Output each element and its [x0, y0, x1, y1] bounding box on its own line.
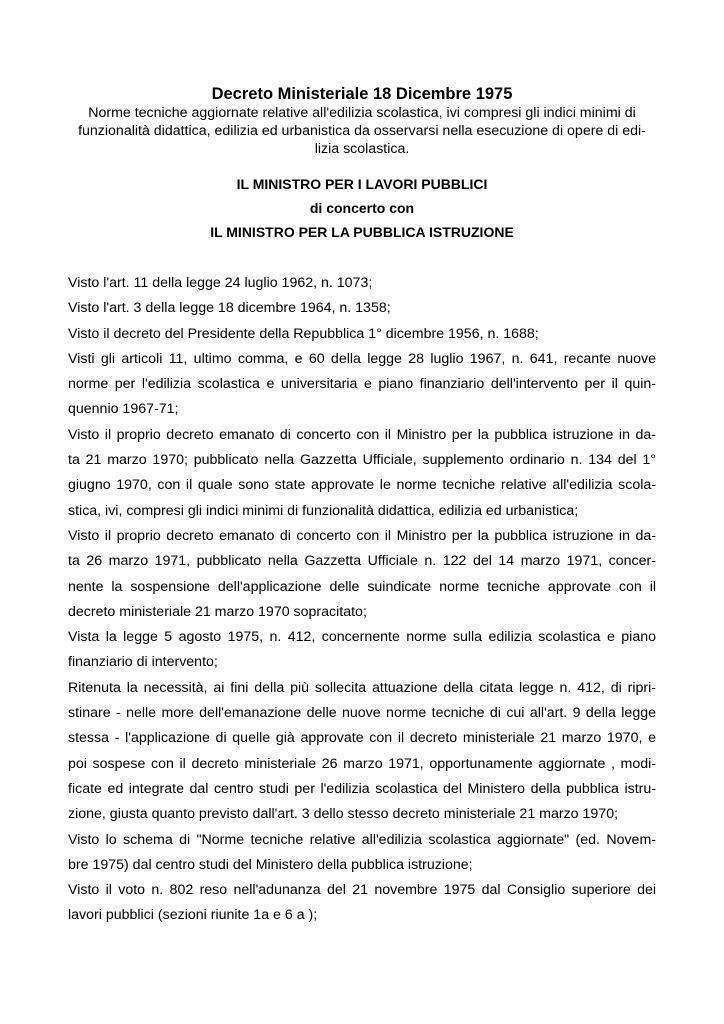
paragraph-line: stessa - l'applicazione di quelle già approvate con il decreto ministeriale 21 marzo 1970, e [68, 730, 656, 747]
heading-minister-education: IL MINISTRO PER LA PUBBLICA ISTRUZIONE [210, 224, 514, 240]
paragraph-line: Visti gli articoli 11, ultimo comma, e 60 della legge 28 luglio 1967, n. 641, recante nuove [68, 350, 656, 367]
heading-in-concert: di concerto con [309, 200, 415, 216]
paragraph-line: Visto lo schema di "Norme tecniche relative all'edilizia scolastica aggiornate" (ed. Novem- [68, 831, 656, 848]
subtitle-line: funzionalità didattica, edilizia ed urbanistica da osservarsi nella esecuzione di opere di edi- [78, 123, 646, 139]
document-title: Decreto Ministeriale 18 Dicembre 1975 [211, 85, 513, 103]
subtitle-line: Norme tecniche aggiornate relative all'edilizia scolastica, ivi compresi gli indici minimi di [88, 105, 636, 121]
paragraph [68, 878, 656, 929]
paragraph [68, 828, 656, 879]
paragraph [68, 347, 656, 423]
paragraph-line: finanziario di intervento; [68, 654, 218, 671]
paragraph-line: bre 1975) dal centro studi del Ministero della pubblica istruzione; [68, 856, 473, 873]
paragraph [68, 322, 656, 347]
paragraph [68, 524, 656, 625]
paragraph-line: lavori pubblici (sezioni riunite 1a e 6 a ); [68, 907, 318, 924]
document-subtitle [68, 104, 656, 158]
subtitle-line: lizia scolastica. [314, 141, 410, 157]
paragraph-line: Vista la legge 5 agosto 1975, n. 412, concernente norme sulla edilizia scolastica e piano [68, 629, 656, 646]
paragraph-line: Visto l'art. 3 della legge 18 dicembre 1964, n. 1358; [68, 300, 391, 317]
paragraph-line: zione, giusta quanto previsto dall'art. 3 dello stesso decreto ministeriale 21 marzo 1970; [68, 806, 619, 823]
paragraph-line: giugno 1970, con il quale sono state approvate le norme tecniche relative all'edilizia scola- [68, 477, 656, 494]
paragraph-line: Ritenuta la necessità, ai fini della più sollecita attuazione della citata legge n. 412, di ripri- [68, 679, 656, 696]
paragraph-line: stinare - nelle more dell'emanazione delle nuove norme tecniche di cui all'art. 9 della legge [68, 705, 656, 722]
paragraph-line: decreto ministeriale 21 marzo 1970 sopracitato; [68, 603, 367, 620]
paragraph-line: Visto l'art. 11 della legge 24 luglio 1962, n. 1073; [68, 275, 373, 291]
paragraph-line: quennio 1967-71; [68, 401, 179, 418]
paragraph-line: Visto il proprio decreto emanato di concerto con il Ministro per la pubblica istruzione in da- [68, 426, 656, 443]
paragraph-line: ta 26 marzo 1971, pubblicato nella Gazzetta Ufficiale n. 122 del 14 marzo 1971, concer- [68, 553, 656, 570]
minister-headings [68, 172, 656, 244]
paragraph-line: ficate ed integrate dal centro studi per l'edilizia scolastica del Ministero della pubblica istru- [68, 780, 656, 797]
paragraph [68, 423, 656, 524]
paragraph-line: ta 21 marzo 1970; pubblicato nella Gazzetta Ufficiale, supplemento ordinario n. 134 del 1° [68, 452, 656, 469]
paragraph-line: nente la sospensione dell'applicazione delle suindicate norme tecniche approvate con il [68, 578, 656, 595]
document-body [68, 271, 656, 929]
paragraph [68, 625, 656, 676]
paragraph [68, 271, 656, 296]
paragraph-line: Visto il proprio decreto emanato di concerto con il Ministro per la pubblica istruzione in da- [68, 527, 656, 544]
paragraph-line: poi sospese con il decreto ministeriale 26 marzo 1971, opportunamente aggiornate , modi- [68, 755, 656, 772]
paragraph [68, 296, 656, 321]
paragraph-line: Visto il decreto del Presidente della Repubblica 1° dicembre 1956, n. 1688; [68, 325, 539, 342]
paragraph-line: stica, ivi, compresi gli indici minimi di funzionalità didattica, edilizia ed urbanistica; [68, 502, 579, 519]
paragraph [68, 676, 656, 828]
paragraph-line: norme per l'edilizia scolastica e universitaria e piano finanziario dell'intervento per il quin- [68, 376, 656, 393]
paragraph-line: Visto il voto n. 802 reso nell'adunanza del 21 novembre 1975 dal Consiglio superiore dei [68, 882, 656, 899]
heading-minister-public-works: IL MINISTRO PER I LAVORI PUBBLICI [236, 176, 488, 192]
